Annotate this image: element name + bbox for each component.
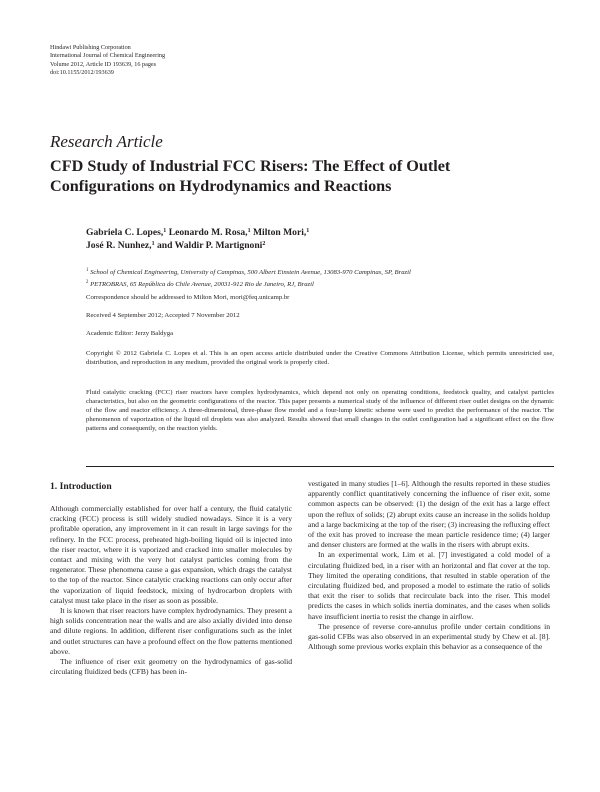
copyright-notice: Copyright © 2012 Gabriela C. Lopes et al. This is an open access article distributed under the Creative Commons Attribution License, which permits unrestricted use, distribution, and reproduction in any medium, provided the original work is properly cited. [86,350,554,367]
journal-header [50,44,165,78]
author-affiliation-mark: 1 [151,241,155,247]
right-column [308,479,550,652]
journal-line: International Journal of Chemical Engineering [50,52,166,60]
title-line: Configurations on Hydrodynamics and Reactions [50,177,392,195]
author-list [86,226,309,252]
correspondence: Correspondence should be addressed to Milton Mori, mori@feq.unicamp.br [86,294,290,301]
volume-line: Volume 2012, Article ID 193639, 16 pages [50,60,157,68]
author-affiliation-mark: 1 [163,228,167,234]
abstract-divider [86,466,554,467]
author-affiliation-mark: 1 [306,228,310,234]
abstract: Fluid catalytic cracking (FCC) riser reactors have complex hydrodynamics, which depend not only on operating conditions, feedstock quality, and catalyst particles characteristics, but also on the geometric configurations of the reactor. This paper presents a numerical study of the influence of different riser outlet designs on the dynamic of the flow and reactor efficiency. A three-dimensional, three-phase flow model and a four-lump kinetic scheme were used to predict the performance of the reactor. The phenomenon of vaporization of the liquid oil droplets was also analyzed. Results showed that small changes in the outlet configuration had a significant effect on the flow patterns and consequently, on the reaction yields. [86,389,554,433]
affiliation-item [86,278,556,290]
author-line [86,226,309,239]
author-name: José R. Nunhez, [86,240,152,251]
affiliation-text: PETROBRAS, 65 República do Chile Avenue, 20031-912 Rio de Janeiro, RJ, Brazil [90,280,314,288]
academic-editor: Academic Editor: Jerzy Baldyga [86,330,174,337]
paper-title [50,156,560,196]
body-paragraph: vestigated in many studies [1–6]. Although the results reported in these studies apparently conflict quantitatively concerning the influence of riser exit, some common aspects can be observed: (1) the design of the exit has a large effect upon the reflux of solids; (2) abrupt exits cause an increase in the solids holdup and a large backmixing at the top of the riser; (3) increasing the refluxing effect of the exit has proved to increase the mean particle residence time; (4) larger and denser clusters are formed at the walls in the risers with abrupt exits. [308,479,550,550]
affiliation-text: School of Chemical Engineering, University of Campinas, 500 Albert Einstein Avenue, 13083-970 Campinas, SP, Brazil [90,269,411,277]
affiliation-item [86,266,556,278]
affiliation-number: 1 [86,268,89,273]
publisher-line: Hindawi Publishing Corporation [50,44,131,51]
section-heading-introduction: 1. Introduction [50,481,112,492]
left-column [50,504,292,677]
author-name: Leonardo M. Rosa, [168,227,248,238]
body-paragraph: In an experimental work, Lim et al. [7] investigated a cold model of a circulating fluidized bed, in a riser with an horizontal and flat cover at the top. They limited the operating conditions, that resulted in stable operation of the circulating fluidized bed, and proposed a model to estimate the ratio of solids that exit the riser to solids that recirculate back into the riser. This model predicts the cases in which solids inertia dominates, and the cases when solids have insufficient inertia to resist the change in airflow. [308,550,550,621]
body-paragraph: The influence of riser exit geometry on the hydrodynamics of gas-solid circulating fluidized beds (CFB) has been in- [50,657,292,677]
body-paragraph: The presence of reverse core-annulus profile under certain conditions in gas-solid CFBs was also observed in an experimental study by Chew et al. [8]. Although some previous works explain this behavior as a consequence of the [308,621,550,652]
article-type: Research Article [50,132,163,151]
author-affiliation-mark: 1 [247,228,251,234]
body-paragraph: Although commercially established for over half a century, the fluid catalytic cracking (FCC) process is still widely studied nowadays. Since it is a very profitable operation, any improvement in it can result in large savings for the refinery. In the FCC process, preheated high-boiling liquid oil is injected into the riser reactor, where it is vaporized and cracked into smaller molecules by contact and mixing with the very hot catalyst particles coming from the regenerator. These phenomena cause a gas expansion, which drags the catalyst to the top of the reactor. Since catalytic cracking reactions can only occur after the vaporization of liquid feedstock, mixing of hydrocarbon droplets with catalyst must take place in the riser as soon as possible. [50,504,292,605]
received-accepted-dates: Received 4 September 2012; Accepted 7 November 2012 [86,312,240,319]
author-name: and Waldir P. Martignoni [156,240,263,251]
author-name: Milton Mori, [253,227,307,238]
doi-line[interactable]: doi:10.1155/2012/193639 [50,69,114,77]
affiliations [86,266,556,289]
author-line [86,239,309,252]
body-paragraph: It is known that riser reactors have complex hydrodynamics. They present a high solids concentration near the walls and are also axially divided into dense and dilute regions. In addition, different riser configurations such as the inlet and outlet structures can have a profound effect on the flow patterns mentioned above. [50,606,292,656]
title-line: CFD Study of Industrial FCC Risers: The Effect of Outlet [50,157,451,175]
author-name: Gabriela C. Lopes, [86,227,164,238]
author-affiliation-mark: 2 [262,241,266,247]
affiliation-number: 2 [86,279,89,285]
